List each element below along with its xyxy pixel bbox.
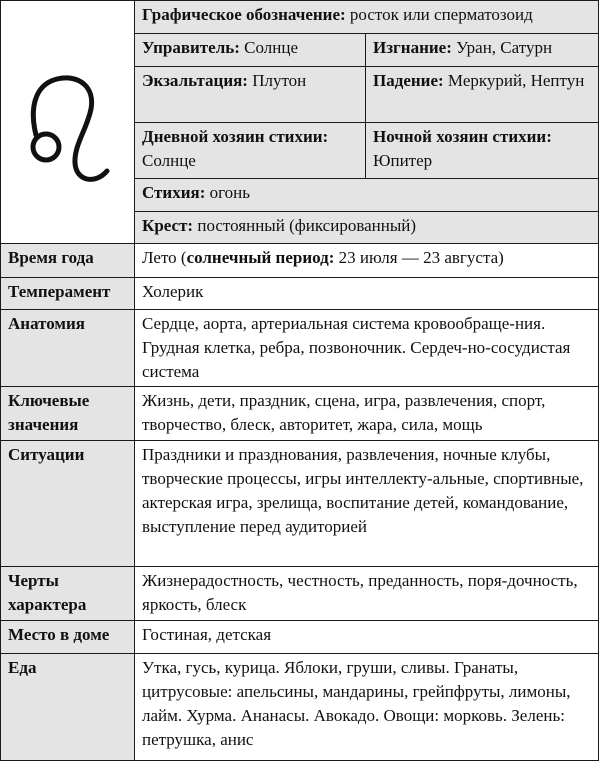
cross-cell: [135, 212, 599, 244]
row-value: Жизнерадостность, честность, преданность, поря-дочность, яркость, блеск: [135, 567, 599, 621]
table-row: [1, 387, 599, 441]
day-ruler-cell: [135, 123, 366, 179]
table-row: [1, 441, 599, 567]
detriment-value: Уран, Сатурн: [456, 38, 553, 57]
symbol-cell: [1, 1, 135, 244]
row-label: Ключевые значения: [1, 387, 135, 441]
exaltation-value: Плутон: [252, 71, 307, 90]
solar-period-label: солнечный период:: [186, 248, 335, 267]
row-label: Черты характера: [1, 567, 135, 621]
graphic-symbol-cell: [135, 1, 599, 34]
row-value: Утка, гусь, курица. Яблоки, груши, сливы. Гранаты, цитрусовые: апельсины, мандарины, грейпфруты, лимоны, лайм. Хурма. Ананасы. Авокадо. Овощи: морковь. Зелень: петрушка, анис: [135, 654, 599, 761]
row-label: Ситуации: [1, 441, 135, 567]
day-ruler-label: Дневной хозяин стихии:: [142, 127, 329, 146]
table-row: [1, 244, 599, 278]
graphic-value: росток или сперматозоид: [349, 5, 533, 24]
ruler-cell: [135, 34, 366, 67]
row-value: Холерик: [135, 278, 599, 310]
table-row: [1, 654, 599, 761]
night-ruler-value: Юпитер: [373, 151, 433, 170]
detriment-label: Изгнание:: [373, 38, 452, 57]
row-value: Жизнь, дети, праздник, сцена, игра, развлечения, спорт, творчество, блеск, авторитет, жара, сила, мощь: [135, 387, 599, 441]
row-label: Анатомия: [1, 310, 135, 387]
ruler-label: Управитель:: [142, 38, 240, 57]
fall-cell: [366, 67, 599, 123]
table-row: [1, 310, 599, 387]
row-label: Место в доме: [1, 621, 135, 654]
ruler-value: Солнце: [244, 38, 298, 57]
season-prefix: Лето (: [142, 248, 187, 267]
table-row: [1, 278, 599, 310]
row-label: Время года: [1, 244, 135, 278]
night-ruler-label: Ночной хозяин стихии:: [373, 127, 552, 146]
exaltation-label: Экзальтация:: [142, 71, 248, 90]
graphic-label: Графическое обозначение:: [142, 5, 346, 24]
leo-icon: [9, 49, 127, 189]
row-value: [135, 244, 599, 278]
table-row: [1, 567, 599, 621]
cross-label: Крест:: [142, 216, 194, 235]
element-label: Стихия:: [142, 183, 206, 202]
night-ruler-cell: [366, 123, 599, 179]
element-value: огонь: [209, 183, 251, 202]
fall-value: Меркурий, Нептун: [447, 71, 585, 90]
exaltation-cell: [135, 67, 366, 123]
detriment-cell: [366, 34, 599, 67]
cross-value: постоянный (фиксированный): [197, 216, 417, 235]
day-ruler-value: Солнце: [142, 151, 196, 170]
row-value: Гостиная, детская: [135, 621, 599, 654]
element-cell: [135, 179, 599, 212]
row-value: Сердце, аорта, артериальная система кровообраще-ния. Грудная клетка, ребра, позвоночник. Сердеч-но-сосудистая система: [135, 310, 599, 387]
fall-label: Падение:: [373, 71, 444, 90]
row-label: Темперамент: [1, 278, 135, 310]
table-row: [1, 621, 599, 654]
season-suffix: 23 июля — 23 августа): [334, 248, 504, 267]
row-label: Еда: [1, 654, 135, 761]
row-value: Праздники и празднования, развлечения, ночные клубы, творческие процессы, игры интеллекту-альные, спортивные, актерская игра, зрелища, воспитание детей, командование, выступление перед аудиторией: [135, 441, 599, 567]
